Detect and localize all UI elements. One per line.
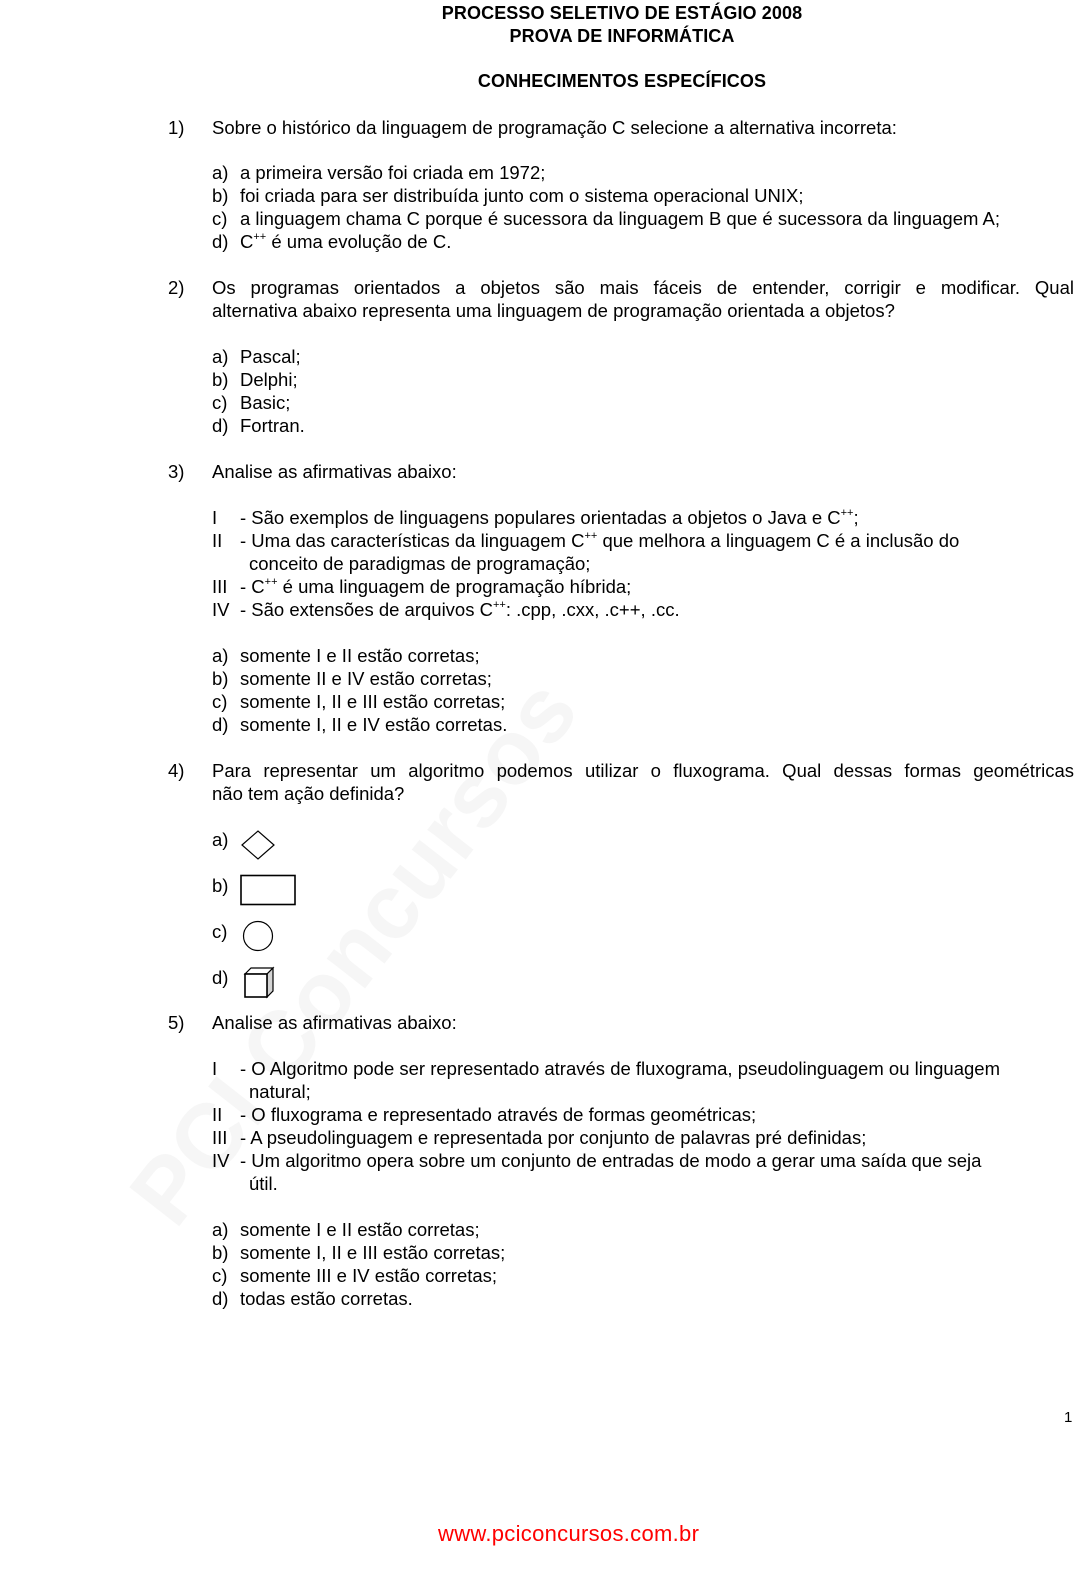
statement-iii: [212, 575, 631, 598]
option-letter: b): [212, 185, 229, 206]
option-text: somente I e II estão corretas;: [240, 1219, 480, 1240]
option-text: é uma evolução de C.: [266, 231, 452, 252]
question-number: 2): [168, 277, 185, 298]
option-a: [212, 161, 545, 184]
question-text: Sobre o histórico da linguagem de programação C selecione a alternativa incorreta:: [212, 117, 897, 138]
statement-iv: [212, 1149, 981, 1172]
page-number: 1: [1064, 1409, 1073, 1426]
option-a: [212, 828, 240, 851]
statement-ii: [212, 529, 959, 552]
option-a: [212, 345, 301, 368]
statement-text-post: que melhora a linguagem C é a inclusão do: [597, 530, 960, 551]
option-c: [212, 920, 240, 943]
roman-numeral: I: [212, 1058, 218, 1079]
option-letter: b): [212, 875, 229, 896]
option-d: [212, 230, 451, 253]
option-b: [212, 1241, 505, 1264]
footer-website-link[interactable]: www.pciconcursos.com.br: [438, 1521, 700, 1546]
option-letter: c): [212, 1265, 228, 1286]
statement-iv: [212, 598, 680, 621]
rectangle-process-icon: [240, 874, 297, 906]
option-letter: d): [212, 967, 229, 988]
option-letter: b): [212, 369, 229, 390]
option-c: [212, 1264, 497, 1287]
option-letter: c): [212, 392, 228, 413]
option-text-pre: C: [240, 231, 254, 252]
statement-ii-continuation: conceito de paradigmas de programação;: [249, 553, 591, 574]
option-text: somente I, II e III estão corretas;: [240, 691, 506, 712]
statement-i: [212, 1057, 1000, 1080]
option-text: Fortran.: [240, 415, 305, 436]
question-text-line2: não tem ação definida?: [212, 783, 405, 804]
option-letter: a): [212, 346, 229, 367]
question-text: Analise as afirmativas abaixo:: [212, 1012, 457, 1033]
statement-i: [212, 506, 859, 529]
statement-text: - C: [240, 576, 265, 597]
question-text: Analise as afirmativas abaixo:: [212, 461, 457, 482]
option-text: somente I, II e III estão corretas;: [240, 1242, 506, 1263]
statement-text: - A pseudolinguagem e representada por conjunto de palavras pré definidas;: [240, 1127, 867, 1148]
option-d: [212, 414, 305, 437]
option-a: [212, 1218, 480, 1241]
roman-numeral: III: [212, 1127, 228, 1148]
option-text: Pascal;: [240, 346, 301, 367]
option-letter: c): [212, 208, 228, 229]
option-text: somente II e IV estão corretas;: [240, 668, 492, 689]
option-text: somente III e IV estão corretas;: [240, 1265, 498, 1286]
exam-title: PROCESSO SELETIVO DE ESTÁGIO 2008: [441, 3, 803, 23]
option-d: [212, 713, 507, 736]
statement-iv-continuation: útil.: [249, 1173, 278, 1194]
section-title: CONHECIMENTOS ESPECÍFICOS: [477, 71, 767, 91]
statement-text-post: ;: [853, 507, 859, 528]
statement-text: - São exemplos de linguagens populares orientadas a objetos o Java e C: [240, 507, 841, 528]
statement-text: - O fluxograma e representado através de formas geométricas;: [240, 1104, 757, 1125]
statement-ii: [212, 1103, 756, 1126]
option-letter: c): [212, 691, 228, 712]
option-c: [212, 690, 505, 713]
option-d: [212, 966, 240, 989]
option-a: [212, 644, 480, 667]
option-d: [212, 1287, 413, 1310]
superscript: ++: [584, 530, 598, 542]
exam-subtitle: PROVA DE INFORMÁTICA: [509, 26, 735, 46]
superscript: ++: [492, 599, 506, 611]
statement-text: - Uma das características da linguagem C: [240, 530, 585, 551]
option-text: a linguagem chama C porque é sucessora da linguagem B que é sucessora da linguagem A;: [240, 208, 1000, 229]
option-letter: a): [212, 645, 229, 666]
diamond-decision-icon: [240, 829, 276, 861]
roman-numeral: II: [212, 1104, 223, 1125]
option-letter: b): [212, 1242, 229, 1263]
option-letter: a): [212, 1219, 229, 1240]
option-letter: d): [212, 415, 229, 436]
option-letter: b): [212, 668, 229, 689]
option-letter: d): [212, 1288, 229, 1309]
option-b: [212, 184, 804, 207]
option-text: Basic;: [240, 392, 291, 413]
statement-text: - O Algoritmo pode ser representado através de fluxograma, pseudolinguagem ou linguagem: [240, 1058, 1000, 1079]
option-text: Delphi;: [240, 369, 298, 390]
statement-i-continuation: natural;: [249, 1081, 311, 1102]
option-c: [212, 207, 1000, 230]
option-letter: d): [212, 231, 229, 252]
option-text: a primeira versão foi criada em 1972;: [240, 162, 546, 183]
roman-numeral: II: [212, 530, 223, 551]
statement-text: - Um algoritmo opera sobre um conjunto de entradas de modo a gerar uma saída que seja: [240, 1150, 982, 1171]
option-b: [212, 874, 240, 897]
question-text-line1: Para representar um algoritmo podemos utilizar o fluxograma. Qual dessas formas geométricas: [212, 760, 1074, 781]
question-number: 1): [168, 117, 185, 138]
question-text-line2: alternativa abaixo representa uma linguagem de programação orientada a objetos?: [212, 300, 895, 321]
statement-iii: [212, 1126, 866, 1149]
question-text-line1: Os programas orientados a objetos são mais fáceis de entender, corrigir e modificar. Qual: [212, 277, 1074, 298]
cube-icon: [243, 965, 277, 999]
option-text: somente I, II e IV estão corretas.: [240, 714, 508, 735]
option-c: [212, 391, 290, 414]
roman-numeral: IV: [212, 1150, 230, 1171]
superscript: ++: [840, 507, 854, 519]
option-letter: a): [212, 162, 229, 183]
question-number: 4): [168, 760, 185, 781]
superscript: ++: [264, 576, 278, 588]
circle-connector-icon: [242, 920, 274, 952]
roman-numeral: I: [212, 507, 218, 528]
option-text: foi criada para ser distribuída junto com o sistema operacional UNIX;: [240, 185, 804, 206]
option-letter: c): [212, 921, 228, 942]
option-b: [212, 667, 492, 690]
option-letter: a): [212, 829, 229, 850]
option-b: [212, 368, 298, 391]
question-number: 5): [168, 1012, 185, 1033]
roman-numeral: IV: [212, 599, 230, 620]
statement-text-post: é uma linguagem de programação híbrida;: [277, 576, 632, 597]
statement-text: - São extensões de arquivos C: [240, 599, 493, 620]
option-text: todas estão corretas.: [240, 1288, 413, 1309]
statement-text-post: : .cpp, .cxx, .c++, .cc.: [505, 599, 680, 620]
option-letter: d): [212, 714, 229, 735]
option-text: somente I e II estão corretas;: [240, 645, 480, 666]
question-number: 3): [168, 461, 185, 482]
roman-numeral: III: [212, 576, 228, 597]
superscript: ++: [253, 231, 267, 243]
